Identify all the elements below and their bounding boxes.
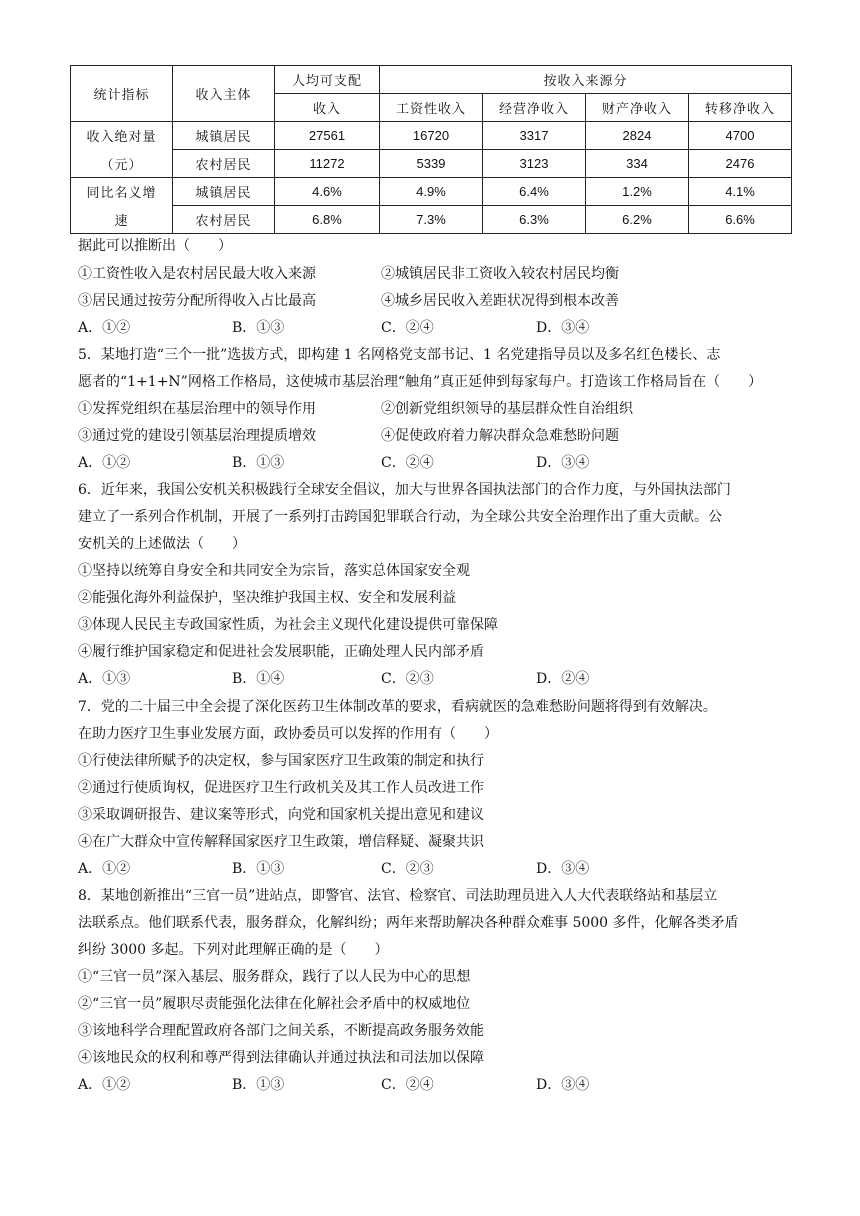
table-cell: 2824 — [586, 122, 689, 150]
q5-option-b[interactable]: B．①③ — [232, 455, 285, 471]
q7-option-b[interactable]: B．①③ — [232, 861, 285, 877]
q7-statement-2: ②通过行使质询权，促进医疗卫生行政机关及其工作人员改进工作 — [78, 780, 484, 796]
q8-stem-line-3: 纠纷 3000 多起。下列对此理解正确的是（ ） — [78, 942, 389, 958]
q5-stem-line-1: 5．某地打造“三个一批”选拔方式，即构建 1 名网格党支部书记、1 名党建指导员以及多名红色楼长、志 — [78, 347, 721, 363]
table-cell: 4.6% — [275, 178, 380, 206]
q4-statement-3: ③居民通过按劳分配所得收入占比最高 — [78, 293, 316, 309]
q6-option-b[interactable]: B．①④ — [232, 671, 285, 687]
q7-stem-line-2: 在助力医疗卫生事业发展方面，政协委员可以发挥的作用有（ ） — [78, 726, 498, 742]
header-wage: 工资性收入 — [380, 94, 483, 122]
q8-statement-2: ②“三官一员”履职尽责能强化法律在化解社会矛盾中的权威地位 — [78, 996, 471, 1012]
subject-urban: 城镇居民 — [173, 178, 275, 206]
table-header-row — [71, 66, 792, 94]
header-subject: 收入主体 — [173, 66, 275, 122]
table-cell: 7.3% — [380, 206, 483, 234]
table-cell: 3123 — [483, 150, 586, 178]
q5-statement-1: ①发挥党组织在基层治理中的领导作用 — [78, 401, 316, 417]
table-cell: 11272 — [275, 150, 380, 178]
income-table — [70, 65, 792, 234]
q8-option-b[interactable]: B．①③ — [232, 1077, 285, 1093]
group-absolute-label-2: （元） — [71, 150, 173, 178]
group-growth-label-1: 同比名义增 — [71, 178, 173, 206]
q4-statement-1: ①工资性收入是农村居民最大收入来源 — [78, 266, 316, 282]
q4-stem: 据此可以推断出（ ） — [78, 238, 232, 254]
table-cell: 3317 — [483, 122, 586, 150]
q5-option-c[interactable]: C．②④ — [381, 455, 434, 471]
q7-statement-1: ①行使法律所赋予的决定权，参与国家医疗卫生政策的制定和执行 — [78, 753, 484, 769]
header-business: 经营净收入 — [483, 94, 586, 122]
q8-stem-line-1: 8．某地创新推出“三官一员”进站点，即警官、法官、检察官、司法助理员进入人大代表联络站和基层立 — [78, 888, 718, 904]
q4-statement-4: ④城乡居民收入差距状况得到根本改善 — [381, 293, 619, 309]
q6-statement-3: ③体现人民民主专政国家性质，为社会主义现代化建设提供可靠保障 — [78, 617, 498, 633]
q8-stem-line-2: 法联系点。他们联系代表，服务群众，化解纠纷；两年来帮助解决各种群众难事 5000 多件，化解各类矛盾 — [78, 915, 739, 931]
q8-statement-3: ③该地科学合理配置政府各部门之间关系，不断提高政务服务效能 — [78, 1023, 484, 1039]
q6-statement-1: ①坚持以统筹自身安全和共同安全为宗旨，落实总体国家安全观 — [78, 563, 470, 579]
q7-option-a[interactable]: A．①② — [78, 861, 131, 877]
table-cell: 6.8% — [275, 206, 380, 234]
group-growth-label-2: 速 — [71, 206, 173, 234]
q5-stem-line-2: 愿者的“1+1+N”网格工作格局，这使城市基层治理“触角”真正延伸到每家每户。打造该工作格局旨在（ ） — [78, 374, 763, 390]
q7-stem-line-1: 7．党的二十届三中全会提了深化医药卫生体制改革的要求，看病就医的急难愁盼问题将得到有效解决。 — [78, 699, 717, 715]
table-cell: 334 — [586, 150, 689, 178]
q6-stem-line-3: 安机关的上述做法（ ） — [78, 536, 246, 552]
header-per-capita-2: 收入 — [275, 94, 380, 122]
q7-statement-4: ④在广大群众中宣传解释国家医疗卫生政策，增信释疑、凝聚共识 — [78, 834, 484, 850]
table-row — [71, 122, 792, 150]
table-cell: 6.6% — [689, 206, 792, 234]
group-absolute-label-1: 收入绝对量 — [71, 122, 173, 150]
table-cell: 16720 — [380, 122, 483, 150]
q5-statement-2: ②创新党组织领导的基层群众性自治组织 — [381, 401, 633, 417]
header-indicator: 统计指标 — [71, 66, 173, 122]
q5-option-d[interactable]: D．③④ — [536, 455, 590, 471]
q6-option-d[interactable]: D．②④ — [536, 671, 590, 687]
table-cell: 6.3% — [483, 206, 586, 234]
q4-option-b[interactable]: B．①③ — [232, 320, 285, 336]
q4-option-d[interactable]: D．③④ — [536, 320, 590, 336]
q6-option-a[interactable]: A．①③ — [78, 671, 131, 687]
table-cell: 1.2% — [586, 178, 689, 206]
q4-statement-2: ②城镇居民非工资收入较农村居民均衡 — [381, 266, 619, 282]
table-cell: 6.2% — [586, 206, 689, 234]
q5-statement-4: ④促使政府着力解决群众急难愁盼问题 — [381, 428, 619, 444]
subject-urban: 城镇居民 — [173, 122, 275, 150]
q6-stem-line-1: 6．近年来，我国公安机关积极践行全球安全倡议，加大与世界各国执法部门的合作力度，与外国执法部门 — [78, 482, 731, 498]
table-row — [71, 150, 792, 178]
table-cell: 5339 — [380, 150, 483, 178]
subject-rural: 农村居民 — [173, 150, 275, 178]
q8-option-d[interactable]: D．③④ — [536, 1077, 590, 1093]
q5-option-a[interactable]: A．①② — [78, 455, 131, 471]
table-row — [71, 178, 792, 206]
q7-option-d[interactable]: D．③④ — [536, 861, 590, 877]
q8-statement-4: ④该地民众的权利和尊严得到法律确认并通过执法和司法加以保障 — [78, 1050, 484, 1066]
q8-option-c[interactable]: C．②④ — [381, 1077, 434, 1093]
q7-option-c[interactable]: C．②③ — [381, 861, 434, 877]
header-property: 财产净收入 — [586, 94, 689, 122]
q8-statement-1: ①“三官一员”深入基层、服务群众，践行了以人民为中心的思想 — [78, 969, 471, 985]
table-cell: 2476 — [689, 150, 792, 178]
q4-option-a[interactable]: A．①② — [78, 320, 131, 336]
q6-option-c[interactable]: C．②③ — [381, 671, 434, 687]
q5-statement-3: ③通过党的建设引领基层治理提质增效 — [78, 428, 316, 444]
header-by-source: 按收入来源分 — [380, 66, 792, 94]
table-cell: 4700 — [689, 122, 792, 150]
table-cell: 4.9% — [380, 178, 483, 206]
table-cell: 27561 — [275, 122, 380, 150]
q8-option-a[interactable]: A．①② — [78, 1077, 131, 1093]
header-transfer: 转移净收入 — [689, 94, 792, 122]
table-cell: 6.4% — [483, 178, 586, 206]
q6-statement-4: ④履行维护国家稳定和促进社会发展职能，正确处理人民内部矛盾 — [78, 644, 484, 660]
q7-statement-3: ③采取调研报告、建议案等形式，向党和国家机关提出意见和建议 — [78, 807, 484, 823]
q6-stem-line-2: 建立了一系列合作机制，开展了一系列打击跨国犯罪联合行动，为全球公共安全治理作出了重大贡献。公 — [78, 509, 722, 525]
table-row — [71, 206, 792, 234]
subject-rural: 农村居民 — [173, 206, 275, 234]
table-cell: 4.1% — [689, 178, 792, 206]
q6-statement-2: ②能强化海外利益保护，坚决维护我国主权、安全和发展利益 — [78, 590, 456, 606]
q4-option-c[interactable]: C．②④ — [381, 320, 434, 336]
header-per-capita-1: 人均可支配 — [275, 66, 380, 94]
